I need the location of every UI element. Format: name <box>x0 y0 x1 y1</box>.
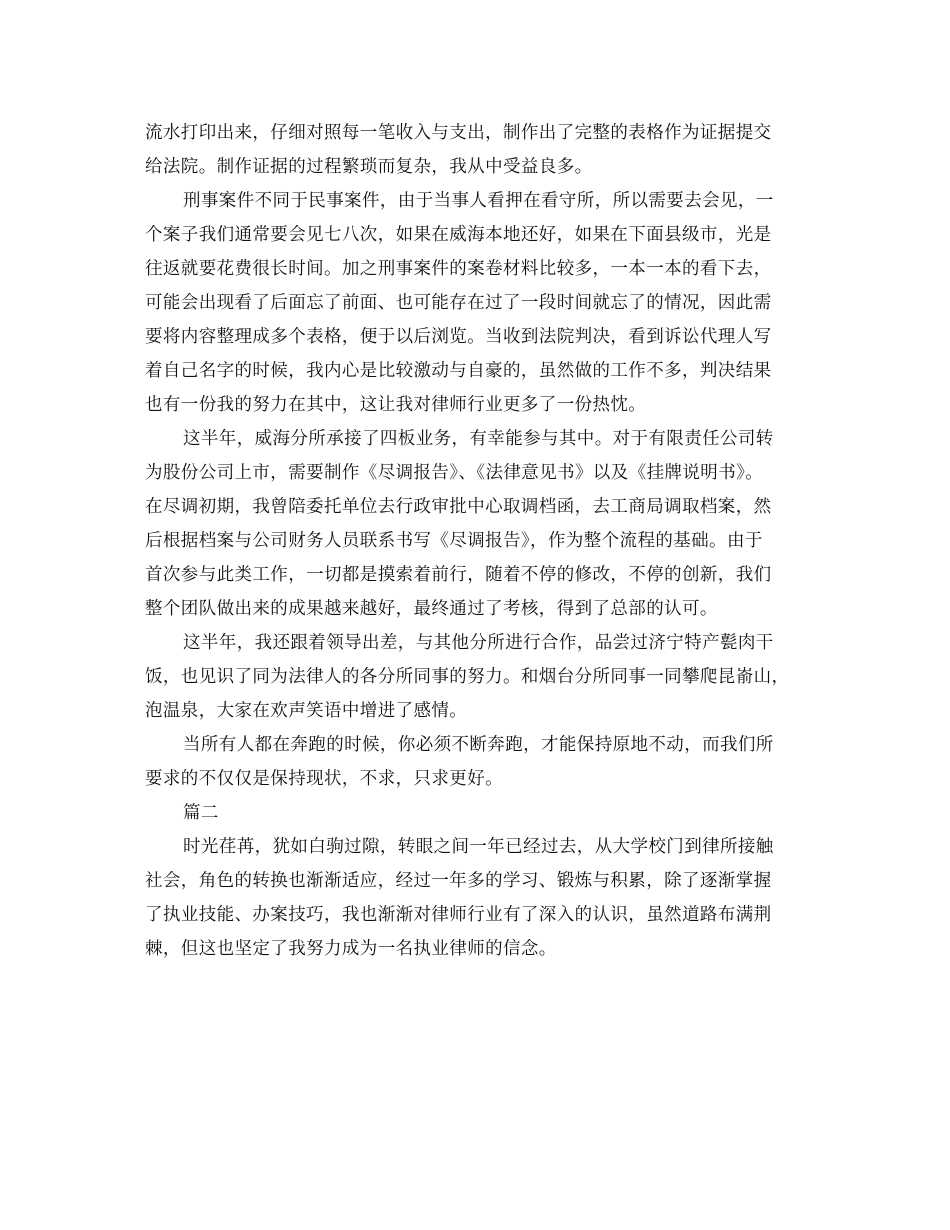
text-line: 这半年，威海分所承接了四板业务，有幸能参与其中。对于有限责任公司转 <box>183 429 774 449</box>
text-line: 在尽调初期，我曾陪委托单位去行政审批中心取调档函，去工商局调取档案，然 <box>145 497 772 517</box>
text-line: 首次参与此类工作，一切都是摸索着前行，随着不停的修改，不停的创新，我们 <box>145 565 772 585</box>
section-heading: 篇二 <box>183 803 219 823</box>
text-line: 可能会出现看了后面忘了前面、也可能存在过了一段时间就忘了的情况，因此需 <box>145 293 772 313</box>
text-line: 给法院。制作证据的过程繁琐而复杂，我从中受益良多。 <box>145 157 593 177</box>
text-line: 泡温泉，大家在欢声笑语中增进了感情。 <box>145 701 468 721</box>
text-line: 这半年，我还跟着领导出差，与其他分所进行合作，品尝过济宁特产甏肉干 <box>183 633 774 653</box>
text-line: 往返就要花费很长时间。加之刑事案件的案卷材料比较多，一本一本的看下去， <box>145 259 772 279</box>
text-line: 后根据档案与公司财务人员联系书写《尽调报告》，作为整个流程的基础。由于 <box>145 531 763 551</box>
text-line: 着自己名字的时候，我内心是比较激动与自豪的，虽然做的工作不多，判决结果 <box>145 361 772 381</box>
text-line: 也有一份我的努力在其中，这让我对律师行业更多了一份热忱。 <box>145 395 647 415</box>
text-line: 流水打印出来，仔细对照每一笔收入与支出，制作出了完整的表格作为证据提交 <box>145 123 772 143</box>
text-line: 要将内容整理成多个表格，便于以后浏览。当收到法院判决，看到诉讼代理人写 <box>145 327 772 347</box>
text-line: 整个团队做出来的成果越来越好，最终通过了考核，得到了总部的认可。 <box>145 599 718 619</box>
text-line: 要求的不仅仅是保持现状，不求，只求更好。 <box>145 769 503 789</box>
text-line: 时光荏苒，犹如白驹过隙，转眼之间一年已经过去，从大学校门到律所接触 <box>183 837 774 857</box>
document-body <box>145 116 810 966</box>
text-line: 个案子我们通常要会见七八次，如果在威海本地还好，如果在下面县级市，光是 <box>145 225 772 245</box>
text-line: 社会，角色的转换也渐渐适应，经过一年多的学习、锻炼与积累，除了逐渐掌握 <box>145 871 772 891</box>
text-line: 棘，但这也坚定了我努力成为一名执业律师的信念。 <box>145 939 557 959</box>
text-line: 饭，也见识了同为法律人的各分所同事的努力。和烟台分所同事一同攀爬昆嵛山， <box>145 667 790 687</box>
text-line: 为股份公司上市，需要制作《尽调报告》、《法律意见书》以及《挂牌说明书》。 <box>145 463 764 483</box>
text-line: 刑事案件不同于民事案件，由于当事人看押在看守所，所以需要去会见，一 <box>183 191 774 211</box>
text-line: 当所有人都在奔跑的时候，你必须不断奔跑，才能保持原地不动，而我们所 <box>183 735 774 755</box>
text-line: 了执业技能、办案技巧，我也渐渐对律师行业有了深入的认识，虽然道路布满荆 <box>145 905 772 925</box>
